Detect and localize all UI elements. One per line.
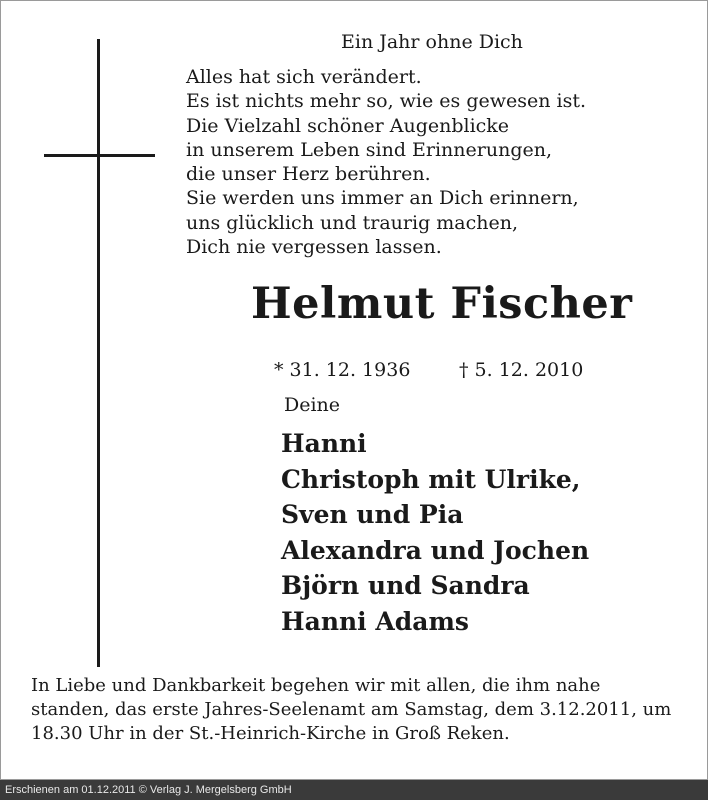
deceased-name: Helmut Fischer (251, 279, 633, 329)
poem-line: in unserem Leben sind Erinnerungen, (186, 138, 553, 161)
heading: Ein Jahr ohne Dich (341, 31, 523, 53)
mourners-intro: Deine (284, 394, 341, 416)
poem-line: Sie werden uns immer an Dich erinnern, (186, 187, 579, 210)
mourner-name: Sven und Pia (281, 500, 464, 529)
publication-footer: Erschienen am 01.12.2011 © Verlag J. Mergelsberg GmbH (0, 780, 708, 800)
mourner-name: Björn und Sandra (281, 571, 530, 600)
mourner-name: Alexandra und Jochen (281, 535, 590, 565)
poem-line: uns glücklich und traurig machen, (186, 211, 519, 234)
notice-line: In Liebe und Dankbarkeit begehen wir mit allen, die ihm nahe (31, 675, 601, 696)
poem-line: Alles hat sich verändert. (186, 66, 422, 88)
cross-horizontal-bar (44, 154, 155, 157)
cross-vertical-bar (97, 39, 100, 667)
notice-line: standen, das erste Jahres-Seelenamt am Samstag, dem 3.12.2011, um (31, 699, 672, 720)
mourner-name: Hanni Adams (281, 606, 469, 636)
mourners-list (281, 426, 589, 639)
poem-line: Dich nie vergessen lassen. (186, 236, 442, 259)
poem-line: Die Vielzahl schöner Augenblicke (186, 114, 510, 137)
poem (186, 65, 586, 259)
poem-line: die unser Herz berühren. (186, 163, 431, 186)
mourner-name: Hanni (281, 429, 367, 458)
birth-date: * 31. 12. 1936 (274, 359, 411, 381)
death-date: † 5. 12. 2010 (459, 359, 584, 381)
notice-line: 18.30 Uhr in der St.-Heinrich-Kirche in Groß Reken. (31, 723, 510, 744)
mourner-name: Christoph mit Ulrike, (281, 464, 581, 494)
memorial-notice (31, 674, 681, 746)
poem-line: Es ist nichts mehr so, wie es gewesen ist. (186, 90, 587, 113)
